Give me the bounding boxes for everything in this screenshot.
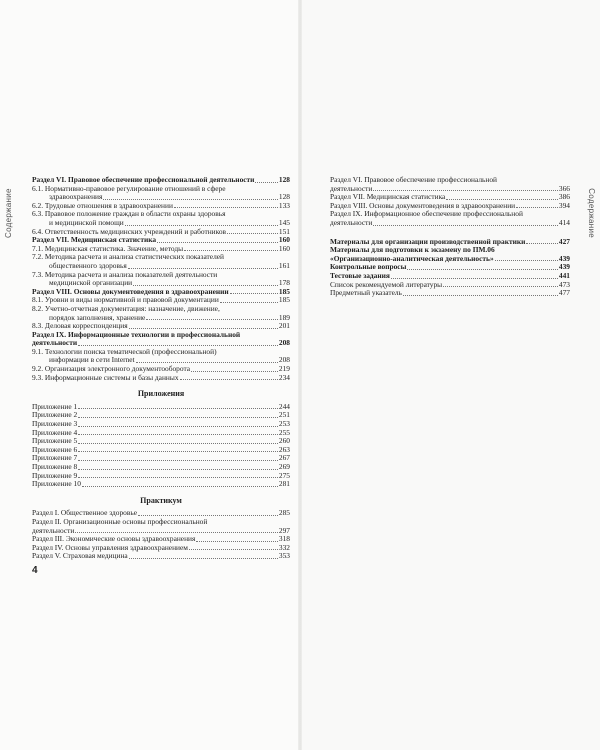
toc-entry-page: 185 — [278, 286, 290, 296]
toc-entry-page: 332 — [278, 542, 290, 552]
dot-leader — [227, 233, 278, 234]
toc-entry-page: 251 — [278, 410, 290, 420]
toc-entry-title: Приложение 10 — [32, 479, 81, 489]
dot-leader — [196, 541, 278, 542]
toc-entry-title: Приложение 7 — [32, 453, 78, 463]
toc-entry-page: 318 — [278, 534, 290, 544]
dot-leader — [78, 469, 278, 470]
toc-entry-page: 185 — [278, 295, 290, 305]
dot-leader — [446, 199, 558, 200]
toc-section-list — [32, 176, 290, 382]
toc-entry — [330, 219, 570, 228]
toc-entry-title: 8.3. Деловая корреспонденция — [32, 321, 128, 331]
toc-entry-page: 414 — [558, 217, 570, 227]
toc-entry-title: медицинской организации — [49, 278, 133, 288]
dot-leader — [189, 549, 278, 550]
appendix-list — [32, 403, 290, 489]
toc-entry-title: Список рекомендуемой литературы — [330, 279, 443, 289]
dot-leader — [220, 302, 278, 303]
toc-entry-title: Контрольные вопросы — [330, 262, 407, 272]
toc-entry-page: 275 — [278, 470, 290, 480]
toc-entry-title: Раздел I. Общественное здоровье — [32, 508, 137, 518]
toc-entry-title: Раздел IV. Основы управления здравоохранением — [32, 542, 188, 552]
dot-leader — [403, 295, 558, 296]
practicum-list — [32, 509, 290, 561]
toc-entry-page: 178 — [278, 278, 290, 288]
right-page — [300, 0, 600, 750]
toc-entry-page: 267 — [278, 453, 290, 463]
toc-entry-title: деятельности — [32, 525, 75, 535]
toc-entry-page: 253 — [278, 419, 290, 429]
toc-entry-page: 160 — [278, 235, 290, 245]
toc-entry-title: Раздел VII. Медицинская статистика — [330, 192, 446, 202]
dot-leader — [526, 243, 558, 244]
toc-entry-page: 151 — [278, 226, 290, 236]
toc-entry-title: 7.1. Медицинская статистика. Значение, методы — [32, 243, 184, 253]
toc-entry-title: деятельности — [330, 183, 373, 193]
toc-entry — [330, 289, 570, 298]
toc-entry-page: 441 — [558, 270, 570, 280]
toc-entry-title: 7.3. Методика расчета и анализа показателей деятельности — [32, 269, 218, 279]
toc-entry-page: 189 — [278, 312, 290, 322]
dot-leader — [78, 477, 278, 478]
toc-entry-title: 6.1. Нормативно-правовое регулирование отношений в сфере — [32, 183, 226, 193]
toc-practicum-continued — [330, 176, 570, 228]
dot-leader — [78, 417, 278, 418]
practicum-heading: Практикум — [140, 495, 182, 505]
dot-leader — [146, 319, 278, 320]
toc-entry-page: 160 — [278, 243, 290, 253]
dot-leader — [129, 328, 278, 329]
dot-leader — [78, 460, 278, 461]
toc-entry-title: деятельности — [32, 338, 78, 348]
dot-leader — [157, 242, 278, 243]
toc-entry-title: Раздел IX. Информационное обеспечение профессиональной — [330, 209, 523, 219]
right-toc-column — [330, 176, 570, 298]
dot-leader — [230, 293, 278, 294]
toc-entry-title: Приложение 3 — [32, 419, 78, 429]
toc-entry-title: Раздел VII. Медицинская статистика — [32, 235, 157, 245]
dot-leader — [133, 285, 278, 286]
toc-entry-page: 208 — [278, 355, 290, 365]
toc-entry-page: 366 — [558, 183, 570, 193]
toc-entry-page: 281 — [278, 479, 290, 489]
toc-entry-page: 386 — [558, 192, 570, 202]
dot-leader — [174, 207, 278, 208]
toc-entry-title: Тестовые задания — [330, 270, 390, 280]
toc-entry-title: «Организационно-аналитическая деятельность» — [330, 253, 494, 263]
toc-entry-page: 128 — [278, 175, 290, 184]
toc-entry-page: 269 — [278, 462, 290, 471]
dot-leader — [78, 443, 278, 444]
toc-entry-title: порядок заполнения, хранение — [49, 312, 146, 322]
toc-entry-title: Раздел III. Экономические основы здравоохранения — [32, 534, 196, 544]
dot-leader — [82, 486, 278, 487]
toc-entry-title: Приложение 4 — [32, 427, 78, 437]
dot-leader — [78, 434, 278, 435]
book-fold — [298, 0, 302, 750]
toc-entry-page: 263 — [278, 444, 290, 454]
dot-leader — [78, 345, 278, 346]
toc-entry-page: 353 — [278, 551, 290, 561]
toc-entry — [32, 374, 290, 383]
toc-entry-title: и медицинской помощи — [49, 217, 124, 227]
dot-leader — [125, 225, 278, 226]
toc-entry-title: Раздел VI. Правовое обеспечение профессиональной деятельности — [32, 175, 255, 184]
dot-leader — [103, 199, 278, 200]
toc-entry-title: информации в сети Internet — [49, 355, 135, 365]
toc-entry-title: Приложение 6 — [32, 444, 78, 454]
toc-entry-page: 439 — [558, 253, 570, 263]
dot-leader — [78, 426, 278, 427]
toc-entry-page: 297 — [278, 525, 290, 535]
appendix-heading: Приложения — [137, 389, 185, 399]
dot-leader — [129, 558, 278, 559]
toc-entry-title: деятельности — [330, 217, 373, 227]
toc-entry-title: здравоохранения — [49, 192, 103, 202]
toc-entry-page: 427 — [558, 236, 570, 246]
toc-entry-page: 477 — [558, 288, 570, 298]
dot-leader — [75, 532, 278, 533]
toc-entry-title: Раздел VIII. Основы документоведения в здравоохранении — [330, 200, 516, 210]
dot-leader — [516, 207, 558, 208]
dot-leader — [191, 371, 278, 372]
dot-leader — [184, 250, 278, 251]
toc-entry-title: Раздел IX. Информационные технологии в профессиональной — [32, 329, 241, 339]
toc-entry-page: 234 — [278, 372, 290, 382]
toc-entry — [32, 480, 290, 489]
page-number: 4 — [32, 565, 38, 576]
toc-entry-page: 145 — [278, 217, 290, 227]
toc-entry-page: 439 — [558, 262, 570, 272]
dot-leader — [78, 451, 278, 452]
toc-entry-title: 9.1. Технологии поиска тематической (профессиональной) — [32, 346, 217, 356]
toc-entry-title: Приложение 2 — [32, 410, 78, 420]
dot-leader — [136, 362, 278, 363]
toc-entry-page: 394 — [558, 200, 570, 210]
dot-leader — [373, 190, 558, 191]
toc-entry-title: Материалы для организации производственной практики — [330, 236, 526, 246]
dot-leader — [443, 286, 558, 287]
toc-entry-title: 9.3. Информационные системы и базы данных — [32, 372, 179, 382]
toc-entry — [32, 552, 290, 561]
dot-leader — [128, 268, 278, 269]
toc-entry-page: 285 — [278, 508, 290, 518]
toc-entry-title: 6.3. Правовое положение граждан в области охраны здоровья — [32, 209, 226, 219]
toc-entry-page: 260 — [278, 436, 290, 446]
toc-entry-page: 208 — [278, 338, 290, 348]
toc-entry-title: Раздел II. Организационные основы профессиональной — [32, 516, 208, 526]
toc-entry-title: Приложение 8 — [32, 462, 78, 471]
toc-entry-page: 255 — [278, 427, 290, 437]
toc-entry-title: 9.2. Организация электронного документооборота — [32, 364, 191, 374]
toc-entry-title: Материалы для подготовки к экзамену по ПМ.06 — [330, 245, 495, 255]
dot-leader — [78, 408, 278, 409]
left-toc-column — [32, 176, 290, 561]
toc-entry-title: 8.1. Уровни и виды нормативной и правовой документации — [32, 295, 219, 305]
toc-entry-title: Раздел V. Страховая медицина — [32, 551, 128, 561]
dot-leader — [255, 182, 277, 183]
side-label-right: Содержание — [587, 188, 596, 238]
toc-entry-title: Приложение 1 — [32, 401, 78, 411]
dot-leader — [138, 515, 278, 516]
toc-entry-title: 6.4. Ответственность медицинских учреждений и работников — [32, 226, 227, 236]
toc-entry-page: 201 — [278, 321, 290, 331]
toc-entry-page: 219 — [278, 364, 290, 374]
toc-entry-title: Раздел VIII. Основы документоведения в здравоохранении — [32, 286, 229, 296]
toc-entry-title: Предметный указатель — [330, 288, 402, 298]
dot-leader — [407, 269, 558, 270]
toc-entry-title: 8.2. Учетно-отчетная документация: назначение, движение, — [32, 303, 220, 313]
toc-entry-title: 7.2. Методика расчета и анализа статистических показателей — [32, 252, 224, 262]
toc-materials-list — [330, 238, 570, 298]
dot-leader — [495, 260, 558, 261]
toc-entry-title: Приложение 9 — [32, 470, 78, 480]
dot-leader — [180, 379, 278, 380]
dot-leader — [373, 225, 558, 226]
toc-entry-page: 128 — [278, 192, 290, 202]
toc-entry-title: Раздел VI. Правовое обеспечение профессиональной — [330, 175, 498, 184]
dot-leader — [391, 278, 558, 279]
toc-entry-title: 6.2. Трудовые отношения в здравоохранении — [32, 200, 173, 210]
toc-entry-title: Приложение 5 — [32, 436, 78, 446]
toc-entry-page: 244 — [278, 401, 290, 411]
side-label-left: Содержание — [4, 188, 13, 238]
toc-entry-page: 133 — [278, 200, 290, 210]
toc-entry-title: общественного здоровья — [49, 260, 127, 270]
toc-entry-page: 473 — [558, 279, 570, 289]
toc-entry-page: 161 — [278, 260, 290, 270]
